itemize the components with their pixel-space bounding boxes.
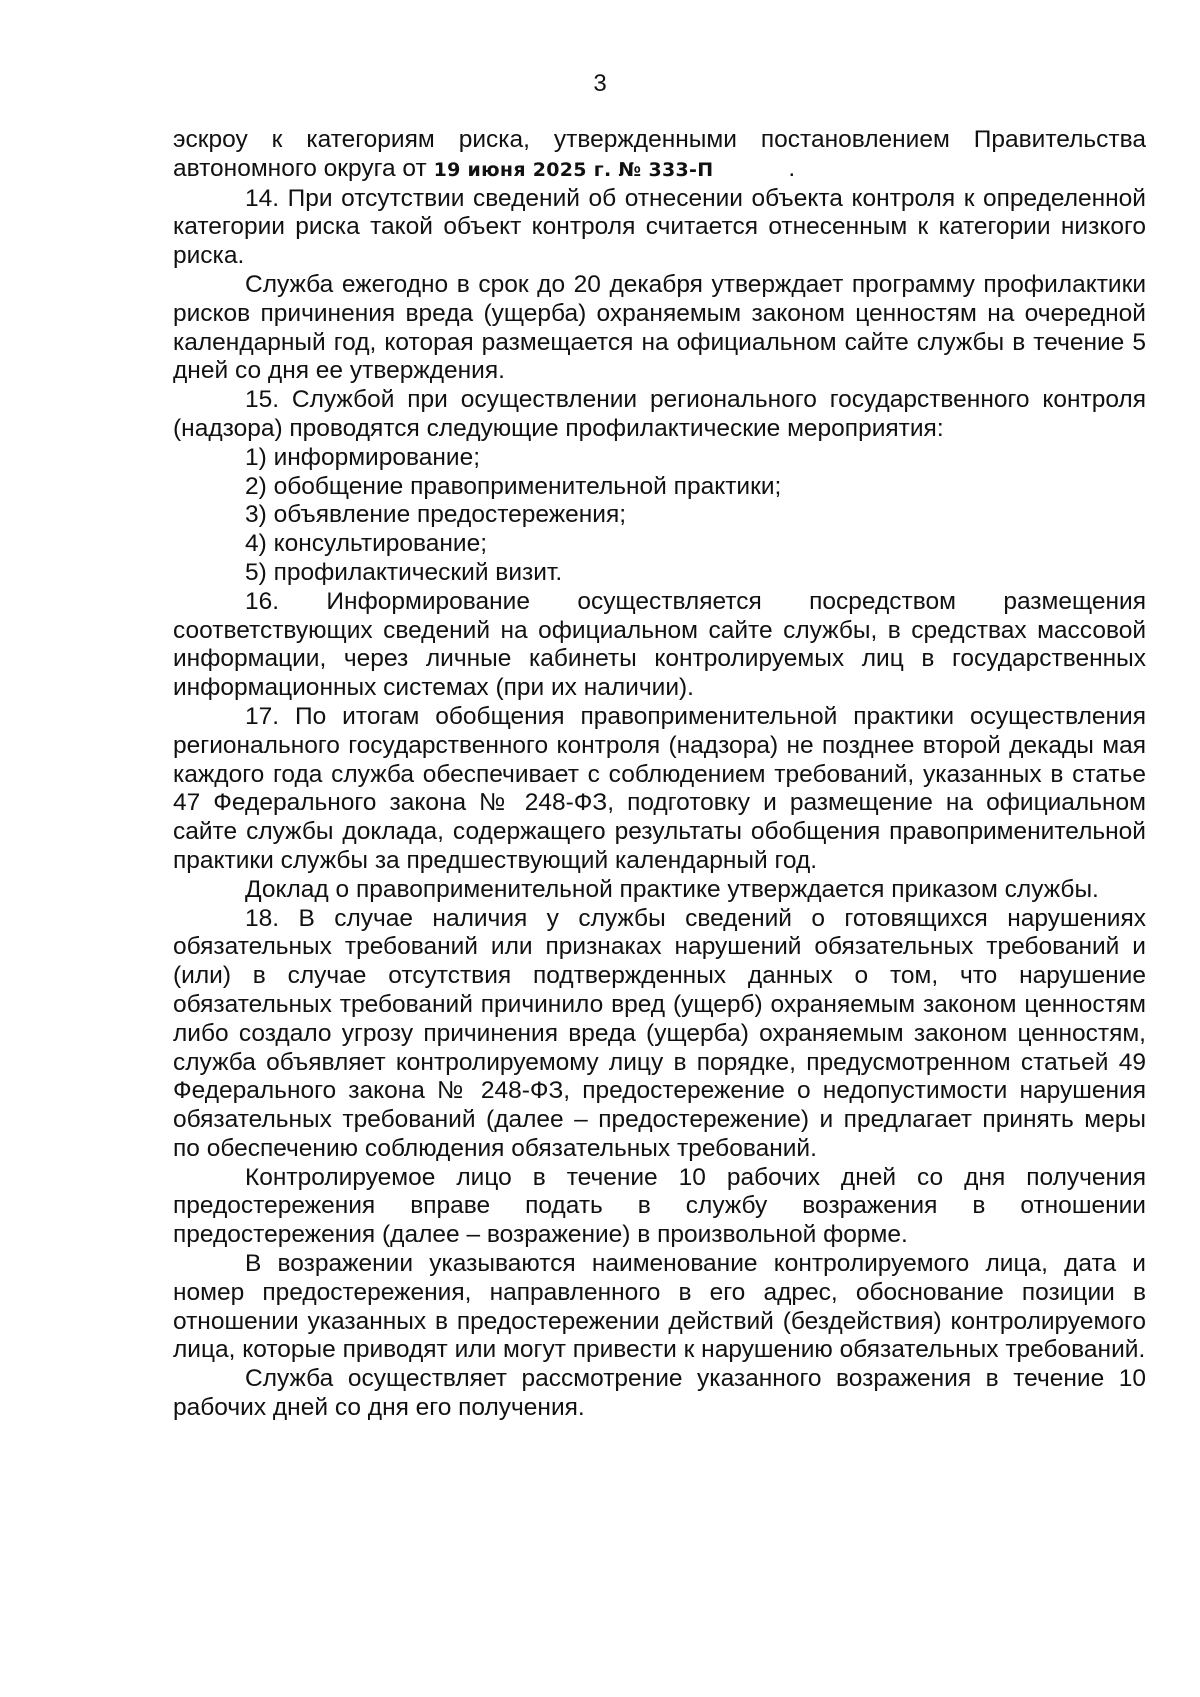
page-number: 3 [593,70,607,97]
document-body [173,126,1146,1423]
paragraph-14: 14. При отсутствии сведений об отнесении объекта контроля к определенной категории риска такой объект контроля считается отнесенным к категории низкого риска. [173,184,1146,270]
paragraph-18: 18. В случае наличия у службы сведений о готовящихся нарушениях обязательных требований или признаках нарушений обязательных требований и (или) в случае отсутствия подтвержденных данных о том, что нарушение обязательных требований причинило вред (ущерб) охраняемым законом ценностям либо создало угрозу причинения вреда (ущерба) охраняемым законом ценностям, служба объявляет контролируемому лицу в порядке, предусмотренном статьей 49 Федерального закона № 248-ФЗ, предостережение о недопустимости нарушения обязательных требований (далее – предостережение) и предлагает принять меры по обеспечению соблюдения обязательных требований. [173,904,1146,1162]
paragraph-objection-review: Служба осуществляет рассмотрение указанного возражения в течение 10 рабочих дней со дня его получения. [173,1365,1146,1422]
paragraph-report-approval: Доклад о правоприменительной практике утверждается приказом службы. [245,875,1099,903]
paragraph-objection-right: Контролируемое лицо в течение 10 рабочих дней со дня получения предостережения вправе подать в службу возражения в отношении предостережения (далее – возражение) в произвольной форме. [173,1163,1146,1249]
paragraph-17: 17. По итогам обобщения правоприменительной практики осуществления регионального государственного контроля (надзора) не позднее второй декады мая каждого года служба обеспечивает с соблюдением требований, указанных в статье 47 Федерального закона № 248-ФЗ, подготовку и размещение на официальном сайте службы доклада, содержащего результаты обобщения правоприменительной практики службы за предшествующий календарный год. [173,702,1146,874]
intro-paragraph [173,126,1146,185]
paragraph-program: Служба ежегодно в срок до 20 декабря утверждает программу профилактики рисков причинения вреда (ущерба) охраняемым законом ценностям на очередной календарный год, которая размещается на официальном сайте службы в течение 5 дней со дня ее утверждения. [173,270,1146,385]
list-item: 1) информирование; [245,443,481,471]
list-item: 4) консультирование; [245,530,488,558]
registration-date-stamp: 19 июня 2025 г. № 333-П [433,158,714,181]
list-item: 5) профилактический визит. [245,558,563,586]
paragraph-16: 16. Информирование осуществляется посредством размещения соответствующих сведений на официальном сайте службы, в средствах массовой информации, через личные кабинеты контролируемых лиц в государственных информационных системах (при их наличии). [173,587,1146,702]
paragraph-objection-content: В возражении указываются наименование контролируемого лица, дата и номер предостережения, направленного в его адрес, обоснование позиции в отношении указанных в предостережении действий (бездействия) контролируемого лица, которые приводят или могут привести к нарушению обязательных требований. [173,1250,1146,1364]
list-item: 3) объявление предостережения; [245,501,627,529]
paragraph-15: 15. Службой при осуществлении регионального государственного контроля (надзора) проводятся следующие профилактические мероприятия: [173,386,1146,442]
intro-tail: . [788,154,796,182]
list-item: 2) обобщение правоприменительной практики; [245,472,782,500]
intro-text: эскроу к категориям риска, утвержденными постановлением Правительства автономного округа от [173,126,1146,182]
